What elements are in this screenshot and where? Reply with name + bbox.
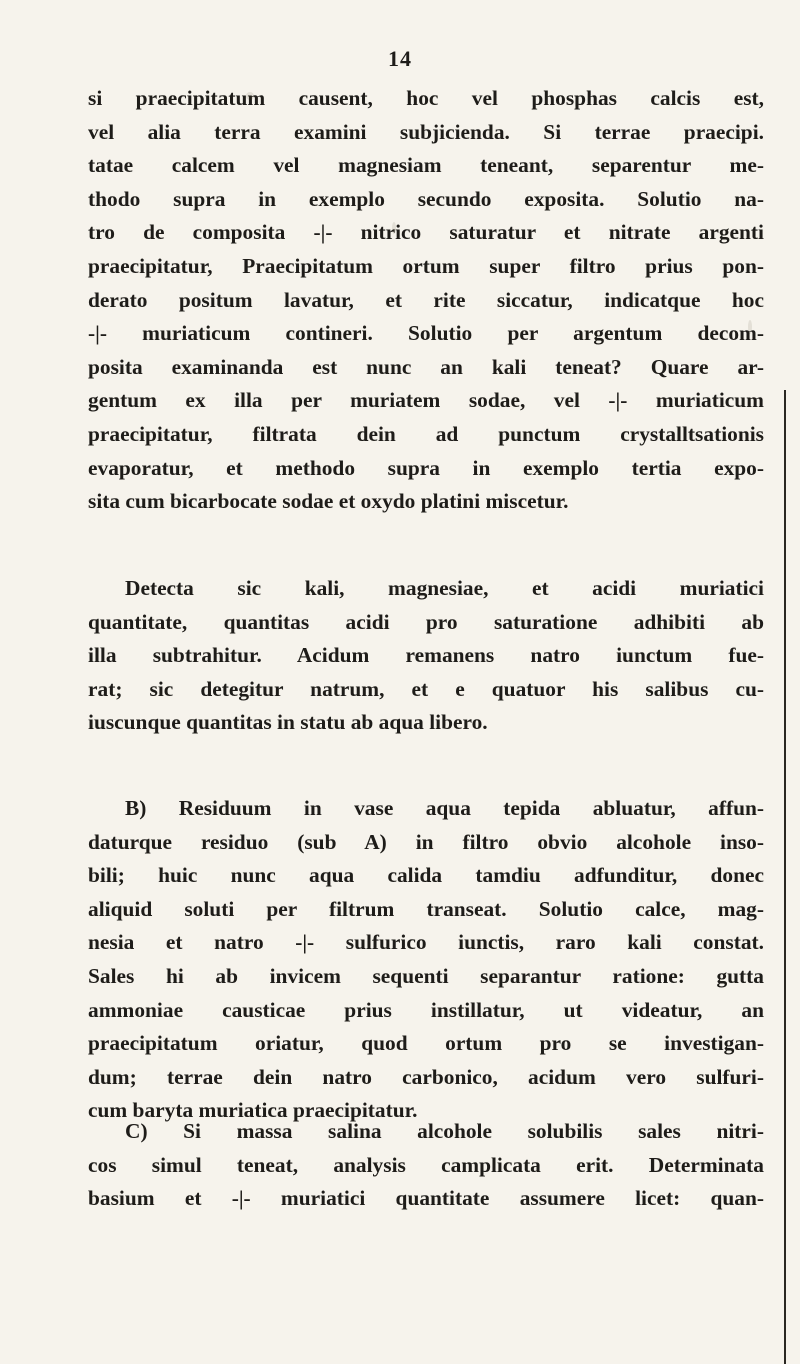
text-line: B) Residuum in vase aqua tepida abluatur, affun-: [125, 796, 764, 820]
text-line: dum; terrae dein natro carbonico, acidum vero sulfuri-: [88, 1064, 764, 1089]
text-line: praecipitatur, filtrata dein ad punctum crystalltsationis: [88, 421, 764, 446]
text-line: praecipitatur, Praecipitatum ortum super filtro prius pon-: [88, 253, 764, 278]
text-line: derato positum lavatur, et rite siccatur, indicatque hoc: [88, 287, 764, 312]
text-line: evaporatur, et methodo supra in exemplo tertia expo-: [88, 455, 764, 480]
text-line: posita examinanda est nunc an kali teneat? Quare ar-: [88, 354, 764, 379]
text-line: sita cum bicarbocate sodae et oxydo platini miscetur.: [88, 489, 569, 514]
text-line: tro de composita -|- nitrico saturatur et nitrate argenti: [88, 220, 764, 245]
text-line: bili; huic nunc aqua calida tamdiu adfunditur, donec: [88, 863, 764, 888]
paper-smudge: [392, 222, 396, 234]
paragraph-4: [88, 1115, 764, 1216]
text-line: thodo supra in exemplo secundo exposita. Solutio na-: [88, 186, 764, 211]
text-line: cos simul teneat, analysis camplicata erit. Determinata: [88, 1152, 764, 1177]
text-line: praecipitatum oriatur, quod ortum pro se investigan-: [88, 1031, 764, 1056]
text-line: daturque residuo (sub A) in filtro obvio alcohole inso-: [88, 829, 764, 854]
text-line: vel alia terra examini subjicienda. Si terrae praecipi.: [88, 119, 764, 144]
text-line: rat; sic detegitur natrum, et e quatuor his salibus cu-: [88, 676, 764, 701]
page-edge-shadow: [784, 390, 786, 1364]
paper-smudge: [748, 320, 752, 334]
text-line: gentum ex illa per muriatem sodae, vel -|- muriaticum: [88, 388, 764, 413]
text-line: cum baryta muriatica praecipitatur.: [88, 1098, 418, 1123]
text-line: ammoniae causticae prius instillatur, ut videatur, an: [88, 997, 764, 1022]
text-line: Sales hi ab invicem sequenti separantur ratione: gutta: [88, 963, 764, 988]
page-number: 14: [388, 46, 412, 71]
text-line: si praecipitatum causent, hoc vel phosphas calcis est,: [88, 86, 764, 110]
paragraph-2: [88, 572, 764, 740]
text-line: nesia et natro -|- sulfurico iunctis, raro kali constat.: [88, 930, 764, 955]
text-line: illa subtrahitur. Acidum remanens natro iunctum fue-: [88, 643, 764, 668]
text-line: aliquid soluti per filtrum transeat. Solutio calce, mag-: [88, 896, 764, 921]
paper-smudge: [246, 92, 254, 100]
text-line: Detecta sic kali, magnesiae, et acidi muriatici: [125, 576, 764, 600]
text-line: tatae calcem vel magnesiam teneant, separentur me-: [88, 153, 764, 178]
text-line: basium et -|- muriatici quantitate assumere licet: quan-: [88, 1186, 764, 1211]
text-line: quantitate, quantitas acidi pro saturatione adhibiti ab: [88, 609, 764, 634]
text-line: -|- muriaticum contineri. Solutio per argentum decom-: [88, 321, 764, 346]
text-line: C) Si massa salina alcohole solubilis sales nitri-: [125, 1119, 764, 1143]
paragraph-1: [88, 82, 764, 519]
text-line: iuscunque quantitas in statu ab aqua libero.: [88, 710, 488, 735]
paragraph-3: [88, 792, 764, 1128]
